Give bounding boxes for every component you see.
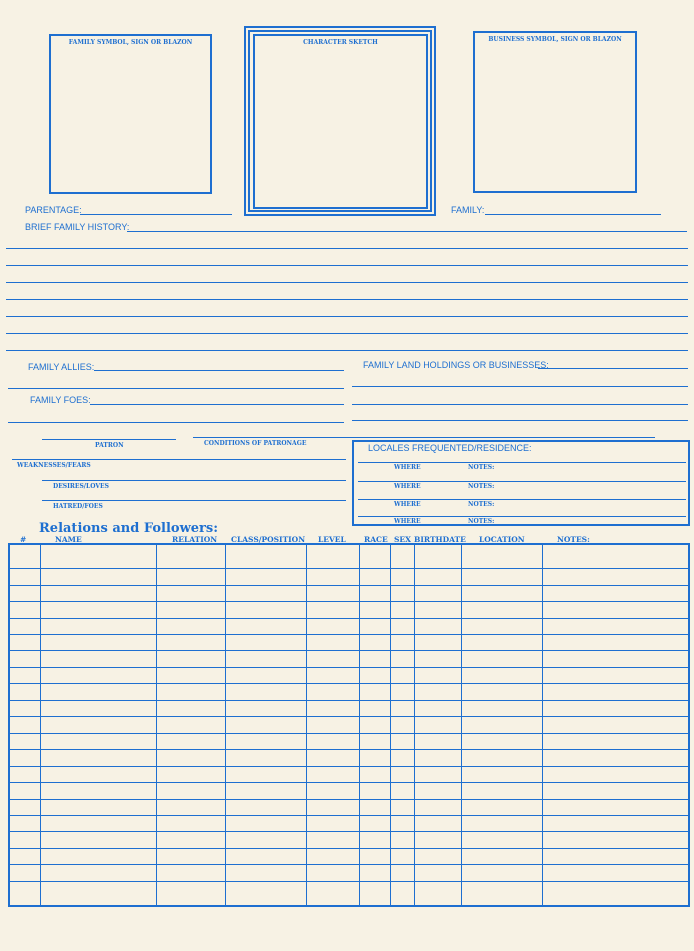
table-cell[interactable] [359,881,390,906]
table-cell[interactable] [390,717,414,733]
table-cell[interactable] [40,544,156,569]
table-cell[interactable] [225,684,306,700]
table-cell[interactable] [461,783,542,799]
table-cell[interactable] [542,799,689,815]
table-cell[interactable] [225,766,306,782]
table-cell[interactable] [461,733,542,749]
conditions-line[interactable] [193,437,655,438]
locales-title: LOCALES FREQUENTED/RESIDENCE: [368,443,532,453]
locale-where-2: WHERE [394,501,421,508]
table-cell[interactable] [156,865,225,881]
locale-line-0[interactable] [358,462,686,463]
table-cell[interactable] [156,569,225,585]
table-cell[interactable] [9,634,40,650]
table-cell[interactable] [9,602,40,618]
table-cell[interactable] [390,651,414,667]
table-cell[interactable] [225,618,306,634]
locale-line-3[interactable] [358,516,686,517]
table-row [9,766,689,782]
table-cell[interactable] [306,569,359,585]
table-cell[interactable] [461,544,542,569]
table-cell[interactable] [390,602,414,618]
table-cell[interactable] [390,667,414,683]
business-symbol-label: BUSINESS SYMBOL, SIGN OR BLAZON [488,36,622,43]
locale-notes-1: NOTES: [468,483,495,490]
table-cell[interactable] [414,815,461,831]
table-cell[interactable] [390,881,414,906]
table-cell[interactable] [306,544,359,569]
table-cell[interactable] [306,733,359,749]
table-row [9,750,689,766]
table-cell[interactable] [414,544,461,569]
table-cell[interactable] [461,766,542,782]
history-line-4[interactable] [6,299,688,300]
table-row [9,799,689,815]
locales-box [352,440,690,526]
table-cell[interactable] [40,651,156,667]
col-level: LEVEL [318,535,346,544]
table-cell[interactable] [9,881,40,906]
foes-label: FAMILY FOES: [30,395,91,405]
table-cell[interactable] [414,799,461,815]
table-cell[interactable] [414,766,461,782]
table-cell[interactable] [414,667,461,683]
history-line-3[interactable] [6,282,688,283]
table-cell[interactable] [156,602,225,618]
table-cell[interactable] [40,848,156,864]
table-cell[interactable] [359,569,390,585]
history-line-7[interactable] [6,350,688,351]
table-cell[interactable] [9,750,40,766]
family-label: FAMILY: [451,205,485,215]
table-row [9,815,689,831]
table-cell[interactable] [390,585,414,601]
table-cell[interactable] [306,848,359,864]
table-cell[interactable] [40,783,156,799]
table-cell[interactable] [414,881,461,906]
table-cell[interactable] [225,865,306,881]
table-cell[interactable] [461,815,542,831]
table-cell[interactable] [40,602,156,618]
table-cell[interactable] [542,684,689,700]
desires-label: DESIRES/LOVES [53,483,109,490]
table-cell[interactable] [156,585,225,601]
table-cell[interactable] [156,815,225,831]
table-cell[interactable] [9,766,40,782]
table-cell[interactable] [414,733,461,749]
table-cell[interactable] [40,585,156,601]
table-cell[interactable] [542,651,689,667]
table-cell[interactable] [40,618,156,634]
col-notes: NOTES: [557,535,590,544]
table-cell[interactable] [306,585,359,601]
table-cell[interactable] [390,634,414,650]
table-cell[interactable] [225,799,306,815]
table-cell[interactable] [390,733,414,749]
table-cell[interactable] [359,848,390,864]
table-cell[interactable] [359,717,390,733]
table-cell[interactable] [306,783,359,799]
locale-where-1: WHERE [394,483,421,490]
table-cell[interactable] [156,848,225,864]
table-cell[interactable] [156,733,225,749]
history-line-2[interactable] [6,265,688,266]
table-cell[interactable] [542,733,689,749]
table-cell[interactable] [156,717,225,733]
character-sketch-label: CHARACTER SKETCH [303,39,378,46]
history-line-1[interactable] [6,248,688,249]
table-row [9,848,689,864]
table-row [9,832,689,848]
locale-where-3: WHERE [394,518,421,525]
table-cell[interactable] [359,700,390,716]
table-cell[interactable] [40,569,156,585]
table-cell[interactable] [225,569,306,585]
table-cell[interactable] [390,618,414,634]
table-cell[interactable] [359,733,390,749]
table-cell[interactable] [461,618,542,634]
table-cell[interactable] [9,815,40,831]
family-line[interactable] [485,214,661,215]
table-cell[interactable] [359,602,390,618]
table-cell[interactable] [414,865,461,881]
table-cell[interactable] [156,700,225,716]
table-row [9,634,689,650]
table-cell[interactable] [225,750,306,766]
table-cell[interactable] [9,832,40,848]
table-cell[interactable] [156,667,225,683]
table-cell[interactable] [225,667,306,683]
history-line-6[interactable] [6,333,688,334]
table-cell[interactable] [156,634,225,650]
table-cell[interactable] [9,700,40,716]
locale-line-1[interactable] [358,481,686,482]
table-cell[interactable] [9,569,40,585]
col-number: # [20,535,27,544]
table-cell[interactable] [414,634,461,650]
land-line[interactable] [538,368,688,369]
conditions-label: CONDITIONS OF PATRONAGE [204,440,307,447]
history-line-0[interactable] [127,231,687,232]
table-cell[interactable] [40,634,156,650]
table-cell[interactable] [414,602,461,618]
table-cell[interactable] [306,832,359,848]
col-location: LOCATION [479,535,525,544]
hatred-line[interactable] [42,500,346,501]
brief-history-label: BRIEF FAMILY HISTORY: [25,222,130,232]
table-cell[interactable] [414,585,461,601]
table-row [9,569,689,585]
table-cell[interactable] [156,684,225,700]
table-cell[interactable] [225,585,306,601]
table-cell[interactable] [156,618,225,634]
table-cell[interactable] [414,569,461,585]
table-cell[interactable] [40,815,156,831]
table-cell[interactable] [225,651,306,667]
table-cell[interactable] [461,750,542,766]
table-cell[interactable] [306,667,359,683]
table-cell[interactable] [542,815,689,831]
table-cell[interactable] [542,881,689,906]
allies-line-2[interactable] [8,388,344,389]
table-cell[interactable] [306,634,359,650]
table-row [9,618,689,634]
table-row [9,684,689,700]
table-cell[interactable] [542,602,689,618]
table-cell[interactable] [390,544,414,569]
table-row [9,881,689,906]
table-cell[interactable] [40,881,156,906]
table-cell[interactable] [542,832,689,848]
table-cell[interactable] [9,544,40,569]
relations-title: Relations and Followers: [39,521,219,536]
table-cell[interactable] [542,667,689,683]
table-cell[interactable] [306,602,359,618]
table-cell[interactable] [156,799,225,815]
table-cell[interactable] [40,750,156,766]
table-cell[interactable] [359,832,390,848]
history-line-5[interactable] [6,316,688,317]
table-cell[interactable] [542,544,689,569]
table-cell[interactable] [225,717,306,733]
table-cell[interactable] [306,651,359,667]
table-cell[interactable] [225,881,306,906]
table-cell[interactable] [461,634,542,650]
table-cell[interactable] [306,684,359,700]
table-cell[interactable] [359,799,390,815]
table-cell[interactable] [542,700,689,716]
table-cell[interactable] [9,717,40,733]
table-cell[interactable] [9,783,40,799]
table-cell[interactable] [225,832,306,848]
table-cell[interactable] [390,865,414,881]
table-cell[interactable] [390,848,414,864]
table-cell[interactable] [40,667,156,683]
table-cell[interactable] [225,848,306,864]
patron-label: PATRON [95,442,124,449]
table-cell[interactable] [9,651,40,667]
table-cell[interactable] [359,750,390,766]
table-cell[interactable] [359,766,390,782]
table-cell[interactable] [9,667,40,683]
hatred-label: HATRED/FOES [53,503,103,510]
table-cell[interactable] [461,717,542,733]
table-cell[interactable] [306,618,359,634]
patron-line[interactable] [42,439,176,440]
table-cell[interactable] [414,717,461,733]
table-cell[interactable] [306,750,359,766]
table-cell[interactable] [542,865,689,881]
business-symbol-box[interactable] [473,31,637,193]
table-cell[interactable] [390,750,414,766]
table-row [9,651,689,667]
table-cell[interactable] [156,766,225,782]
table-row [9,700,689,716]
table-row [9,667,689,683]
family-symbol-label: FAMILY SYMBOL, SIGN OR BLAZON [68,39,193,46]
table-cell[interactable] [461,651,542,667]
table-cell[interactable] [461,799,542,815]
table-cell[interactable] [461,865,542,881]
col-birthdate: BIRTHDATE [414,535,466,544]
land-line-4[interactable] [352,420,688,421]
table-cell[interactable] [390,832,414,848]
table-cell[interactable] [390,700,414,716]
table-cell[interactable] [414,783,461,799]
table-cell[interactable] [359,634,390,650]
table-cell[interactable] [359,865,390,881]
table-cell[interactable] [225,634,306,650]
table-cell[interactable] [156,651,225,667]
table-cell[interactable] [414,848,461,864]
table-cell[interactable] [390,766,414,782]
table-cell[interactable] [542,569,689,585]
foes-line-2[interactable] [8,422,344,423]
table-cell[interactable] [461,700,542,716]
table-cell[interactable] [225,783,306,799]
table-row [9,733,689,749]
table-cell[interactable] [390,684,414,700]
table-cell[interactable] [306,799,359,815]
table-cell[interactable] [414,750,461,766]
weaknesses-label: WEAKNESSES/FEARS [17,462,91,469]
col-relation: RELATION [172,535,218,544]
table-cell[interactable] [156,881,225,906]
table-cell[interactable] [306,815,359,831]
table-cell[interactable] [461,848,542,864]
table-cell[interactable] [156,832,225,848]
col-name: NAME [55,535,82,544]
table-cell[interactable] [390,783,414,799]
land-line-2[interactable] [352,386,688,387]
table-cell[interactable] [542,634,689,650]
character-sketch-box[interactable] [253,34,428,209]
locale-where-0: WHERE [394,464,421,471]
table-cell[interactable] [9,733,40,749]
table-cell[interactable] [40,865,156,881]
locale-notes-0: NOTES: [468,464,495,471]
allies-label: FAMILY ALLIES: [28,362,95,372]
table-cell[interactable] [306,881,359,906]
table-cell[interactable] [40,832,156,848]
table-cell[interactable] [40,717,156,733]
table-cell[interactable] [9,585,40,601]
table-row [9,602,689,618]
table-cell[interactable] [306,700,359,716]
table-cell[interactable] [414,684,461,700]
table-cell[interactable] [156,750,225,766]
locale-notes-2: NOTES: [468,501,495,508]
table-cell[interactable] [40,684,156,700]
allies-line[interactable] [94,370,344,371]
table-cell[interactable] [306,766,359,782]
table-cell[interactable] [156,783,225,799]
weaknesses-line[interactable] [12,459,346,460]
table-cell[interactable] [9,799,40,815]
locale-notes-3: NOTES: [468,518,495,525]
table-cell[interactable] [414,700,461,716]
parentage-line[interactable] [80,214,232,215]
table-row [9,865,689,881]
table-cell[interactable] [461,684,542,700]
table-cell[interactable] [359,815,390,831]
table-cell[interactable] [542,783,689,799]
table-cell[interactable] [40,799,156,815]
col-class-position: CLASS/POSITION [231,535,306,544]
table-cell[interactable] [542,750,689,766]
table-cell[interactable] [40,700,156,716]
table-cell[interactable] [9,684,40,700]
table-cell[interactable] [414,651,461,667]
foes-line[interactable] [90,404,344,405]
table-cell[interactable] [359,783,390,799]
desires-line[interactable] [42,480,346,481]
table-cell[interactable] [461,602,542,618]
table-cell[interactable] [390,799,414,815]
table-cell[interactable] [461,569,542,585]
relations-table [8,543,690,907]
locale-line-2[interactable] [358,499,686,500]
table-cell[interactable] [359,684,390,700]
table-cell[interactable] [9,618,40,634]
table-cell[interactable] [359,544,390,569]
table-cell[interactable] [359,667,390,683]
table-cell[interactable] [359,651,390,667]
table-cell[interactable] [225,602,306,618]
col-sex: SEX [394,535,411,544]
table-cell[interactable] [225,544,306,569]
table-cell[interactable] [390,569,414,585]
col-race: RACE [364,535,388,544]
table-cell[interactable] [542,848,689,864]
land-line-3[interactable] [352,404,688,405]
table-cell[interactable] [225,733,306,749]
table-row [9,544,689,569]
table-cell[interactable] [461,832,542,848]
table-cell[interactable] [542,766,689,782]
table-cell[interactable] [306,865,359,881]
table-cell[interactable] [461,881,542,906]
table-cell[interactable] [390,815,414,831]
table-cell[interactable] [40,733,156,749]
land-label: FAMILY LAND HOLDINGS OR BUSINESSES: [363,360,549,370]
table-row [9,585,689,601]
table-cell[interactable] [9,848,40,864]
table-cell[interactable] [359,585,390,601]
family-symbol-box[interactable] [49,34,212,194]
table-cell[interactable] [9,865,40,881]
table-cell[interactable] [414,618,461,634]
table-row [9,783,689,799]
table-cell[interactable] [542,585,689,601]
table-cell[interactable] [542,618,689,634]
table-cell[interactable] [414,832,461,848]
table-cell[interactable] [40,766,156,782]
table-cell[interactable] [225,815,306,831]
table-row [9,717,689,733]
table-cell[interactable] [225,700,306,716]
table-cell[interactable] [461,585,542,601]
parentage-label: PARENTAGE: [25,205,82,215]
table-cell[interactable] [156,544,225,569]
table-cell[interactable] [359,618,390,634]
table-cell[interactable] [306,717,359,733]
table-cell[interactable] [461,667,542,683]
table-cell[interactable] [542,717,689,733]
